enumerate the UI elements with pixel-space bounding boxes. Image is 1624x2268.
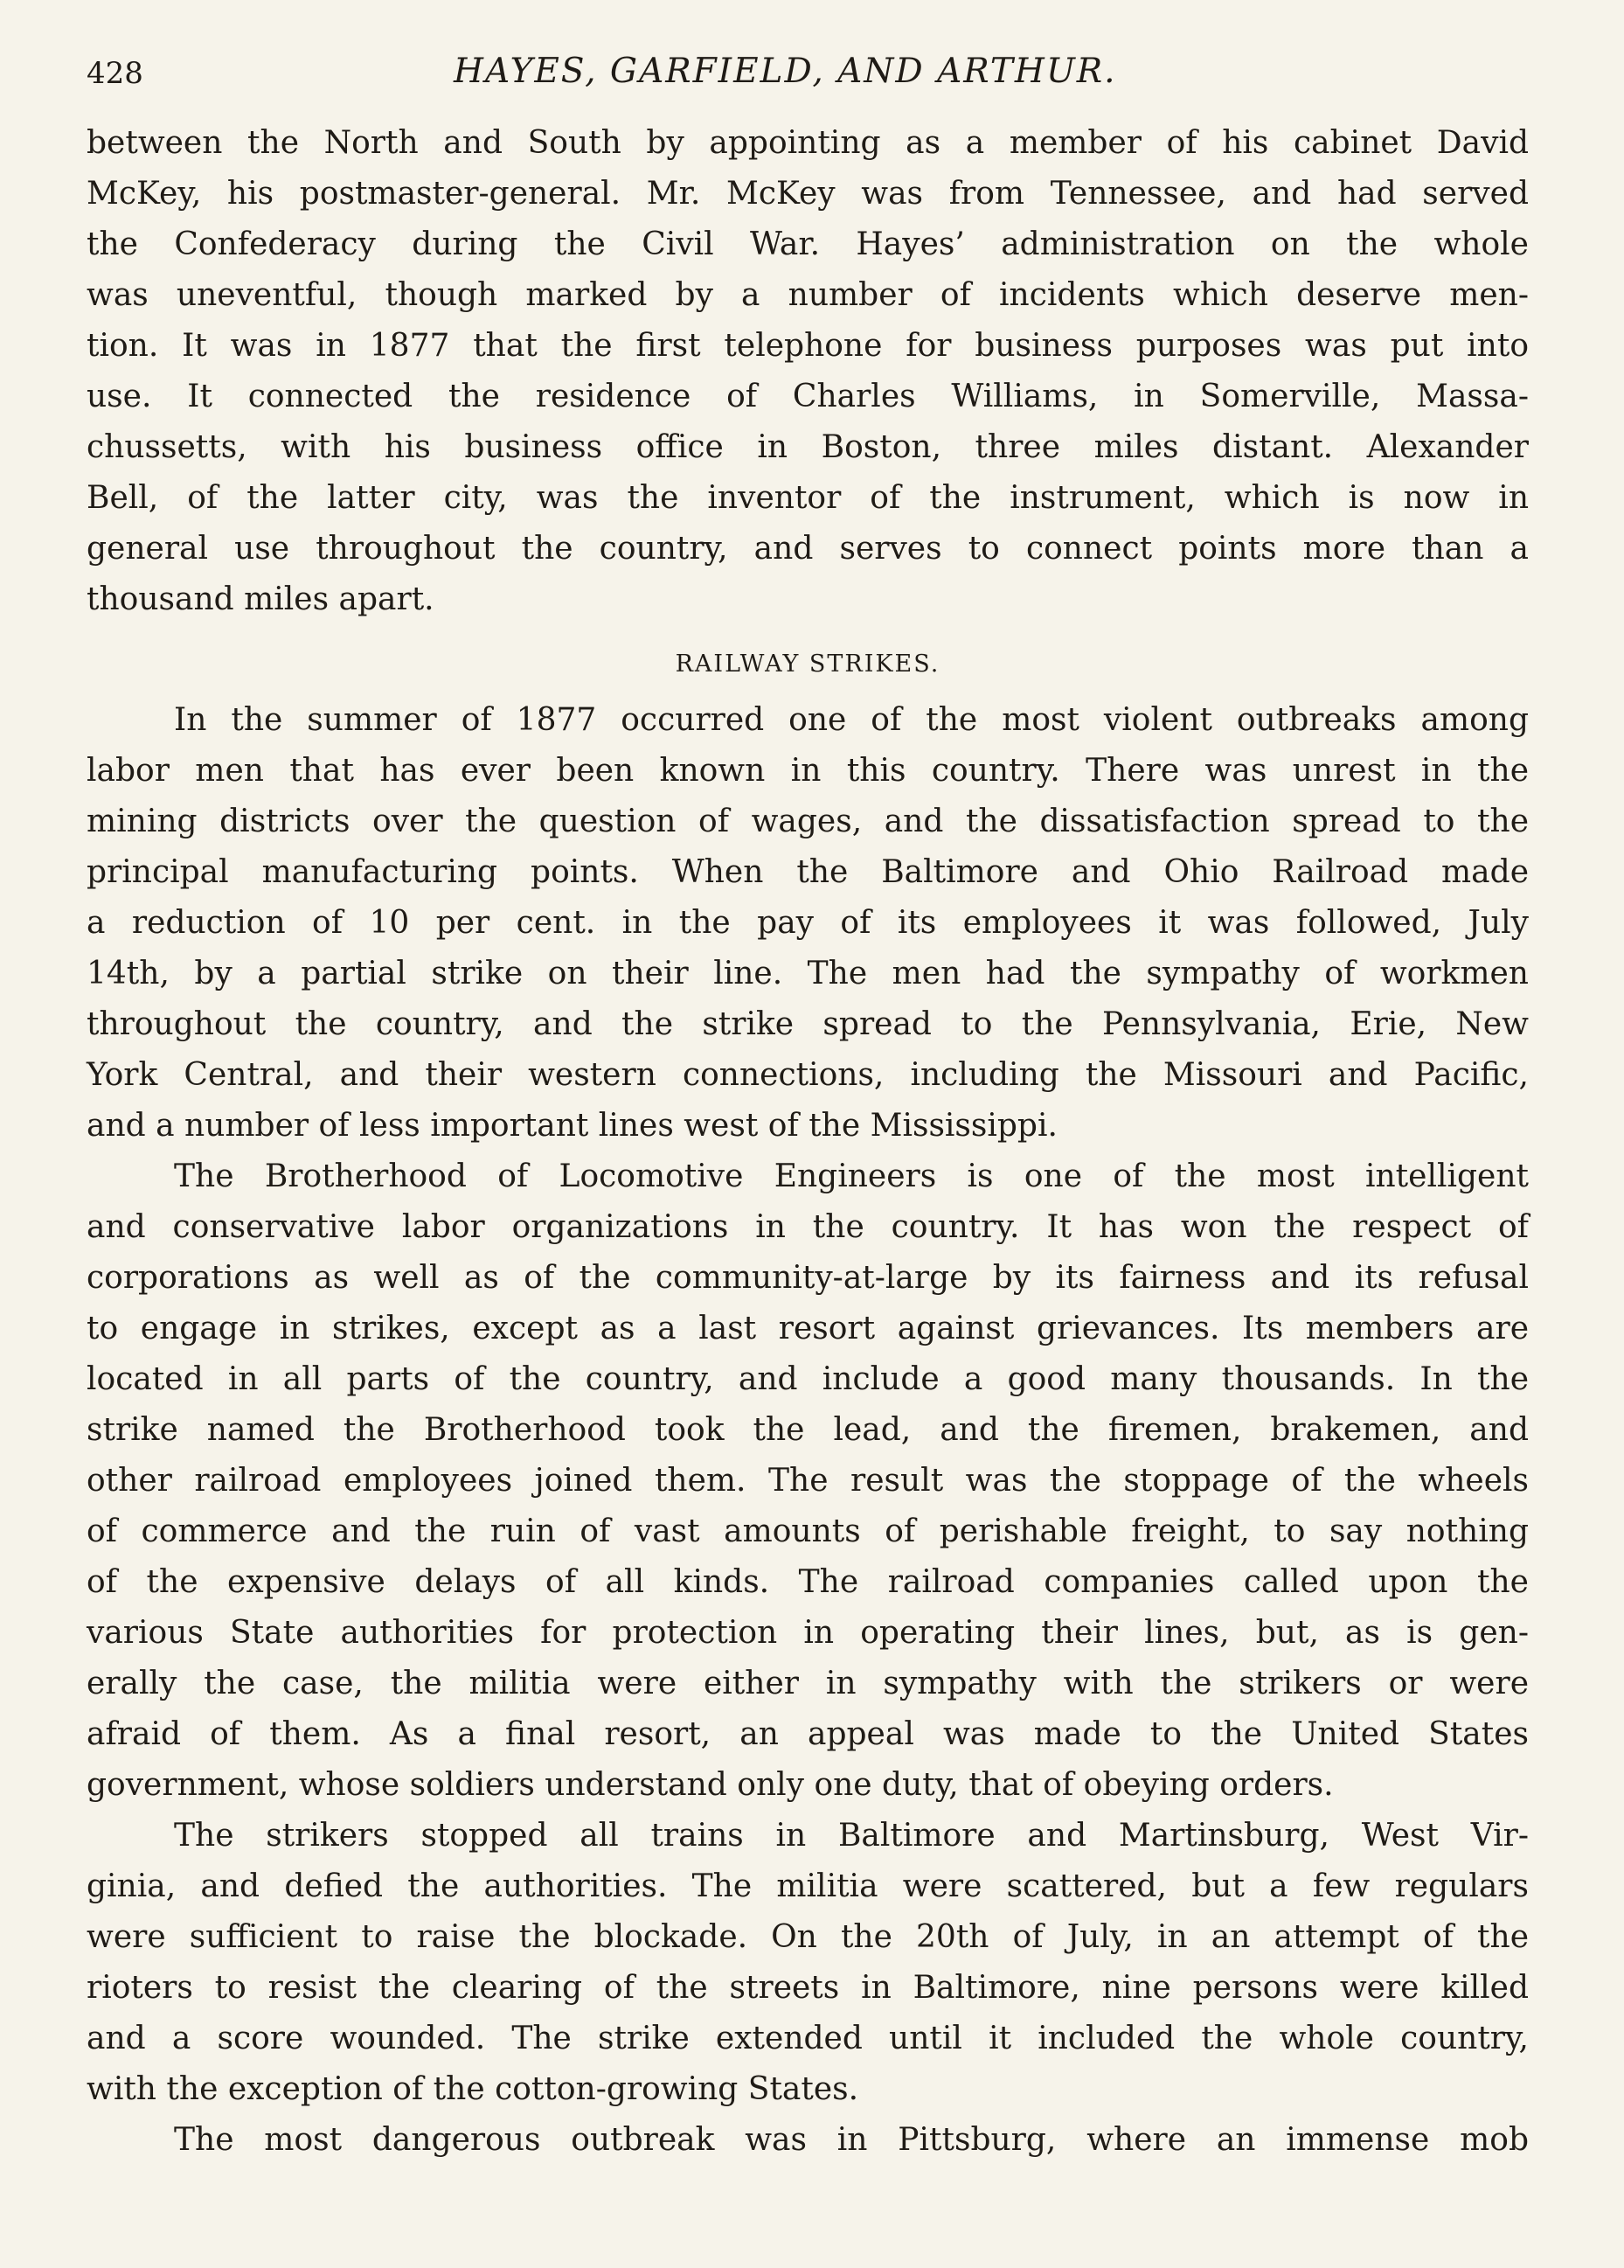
text-line: other railroad employees joined them. The result was the stoppage of the wheels bbox=[87, 1463, 1529, 1499]
text-line: chussetts, with his business office in Boston, three miles distant. Alexander bbox=[87, 429, 1529, 465]
text-line: Bell, of the latter city, was the inventor of the instrument, which is now in bbox=[87, 480, 1529, 516]
section-heading: RAILWAY STRIKES. bbox=[675, 650, 940, 678]
text-line: and a score wounded. The strike extended until it included the whole country, bbox=[87, 2021, 1529, 2056]
text-line: 14th, by a partial strike on their line. The men had the sympathy of workmen bbox=[87, 956, 1529, 991]
text-line: strike named the Brotherhood took the lead, and the firemen, brakemen, and bbox=[87, 1412, 1529, 1448]
text-line: throughout the country, and the strike spread to the Pennsylvania, Erie, New bbox=[87, 1006, 1529, 1042]
text-line: and a number of less important lines west of the Mississippi. bbox=[87, 1108, 1058, 1144]
page-header bbox=[87, 49, 1520, 101]
running-title: HAYES, GARFIELD, AND ARTHUR. bbox=[454, 52, 1117, 91]
text-line: mining districts over the question of wages, and the dissatisfaction spread to the bbox=[87, 804, 1529, 839]
text-line: afraid of them. As a final resort, an appeal was made to the United States bbox=[87, 1716, 1529, 1752]
text-line: was uneventful, though marked by a number of incidents which deserve men- bbox=[87, 277, 1529, 313]
text-line: between the North and South by appointing as a member of his cabinet David bbox=[87, 125, 1529, 161]
text-line: of commerce and the ruin of vast amounts of perishable freight, to say nothing bbox=[87, 1513, 1529, 1549]
text-line: general use throughout the country, and serves to connect points more than a bbox=[87, 531, 1529, 567]
text-line: tion. It was in 1877 that the first telephone for business purposes was put into bbox=[87, 328, 1529, 364]
text-line: of the expensive delays of all kinds. The railroad companies called upon the bbox=[87, 1564, 1529, 1600]
text-line: government, whose soldiers understand only one duty, that of obeying orders. bbox=[87, 1767, 1334, 1803]
text-line: labor men that has ever been known in this country. There was unrest in the bbox=[87, 753, 1529, 789]
page-number: 428 bbox=[87, 56, 143, 91]
text-line: the Confederacy during the Civil War. Hayes’ administration on the whole bbox=[87, 226, 1529, 262]
text-line: use. It connected the residence of Charles Williams, in Somerville, Massa- bbox=[87, 379, 1529, 414]
text-line: The most dangerous outbreak was in Pittsburg, where an immense mob bbox=[174, 2122, 1529, 2158]
text-line: erally the case, the militia were either in sympathy with the strikers or were bbox=[87, 1666, 1529, 1701]
text-line: with the exception of the cotton-growing States. bbox=[87, 2071, 859, 2107]
text-line: were sufficient to raise the blockade. On the 20th of July, in an attempt of the bbox=[87, 1919, 1529, 1955]
text-line: thousand miles apart. bbox=[87, 581, 434, 617]
text-line: York Central, and their western connections, including the Missouri and Pacific, bbox=[87, 1057, 1529, 1093]
text-line: and conservative labor organizations in the country. It has won the respect of bbox=[87, 1209, 1529, 1245]
text-line: principal manufacturing points. When the Baltimore and Ohio Railroad made bbox=[87, 854, 1529, 890]
text-line: corporations as well as of the community-at-large by its fairness and its refusal bbox=[87, 1260, 1529, 1296]
text-line: a reduction of 10 per cent. in the pay of its employees it was followed, July bbox=[87, 905, 1529, 941]
text-line: McKey, his postmaster-general. Mr. McKey was from Tennessee, and had served bbox=[87, 176, 1529, 212]
text-line: to engage in strikes, except as a last resort against grievances. Its members are bbox=[87, 1311, 1529, 1346]
text-line: The Brotherhood of Locomotive Engineers is one of the most intelligent bbox=[174, 1158, 1529, 1194]
text-line: various State authorities for protection in operating their lines, but, as is gen- bbox=[87, 1615, 1529, 1651]
text-line: ginia, and defied the authorities. The militia were scattered, but a few regulars bbox=[87, 1868, 1529, 1904]
text-line: located in all parts of the country, and include a good many thousands. In the bbox=[87, 1361, 1529, 1397]
text-line: The strikers stopped all trains in Baltimore and Martinsburg, West Vir- bbox=[174, 1818, 1529, 1854]
text-line: rioters to resist the clearing of the streets in Baltimore, nine persons were killed bbox=[87, 1970, 1529, 2006]
text-line: In the summer of 1877 occurred one of the most violent outbreaks among bbox=[174, 702, 1529, 738]
